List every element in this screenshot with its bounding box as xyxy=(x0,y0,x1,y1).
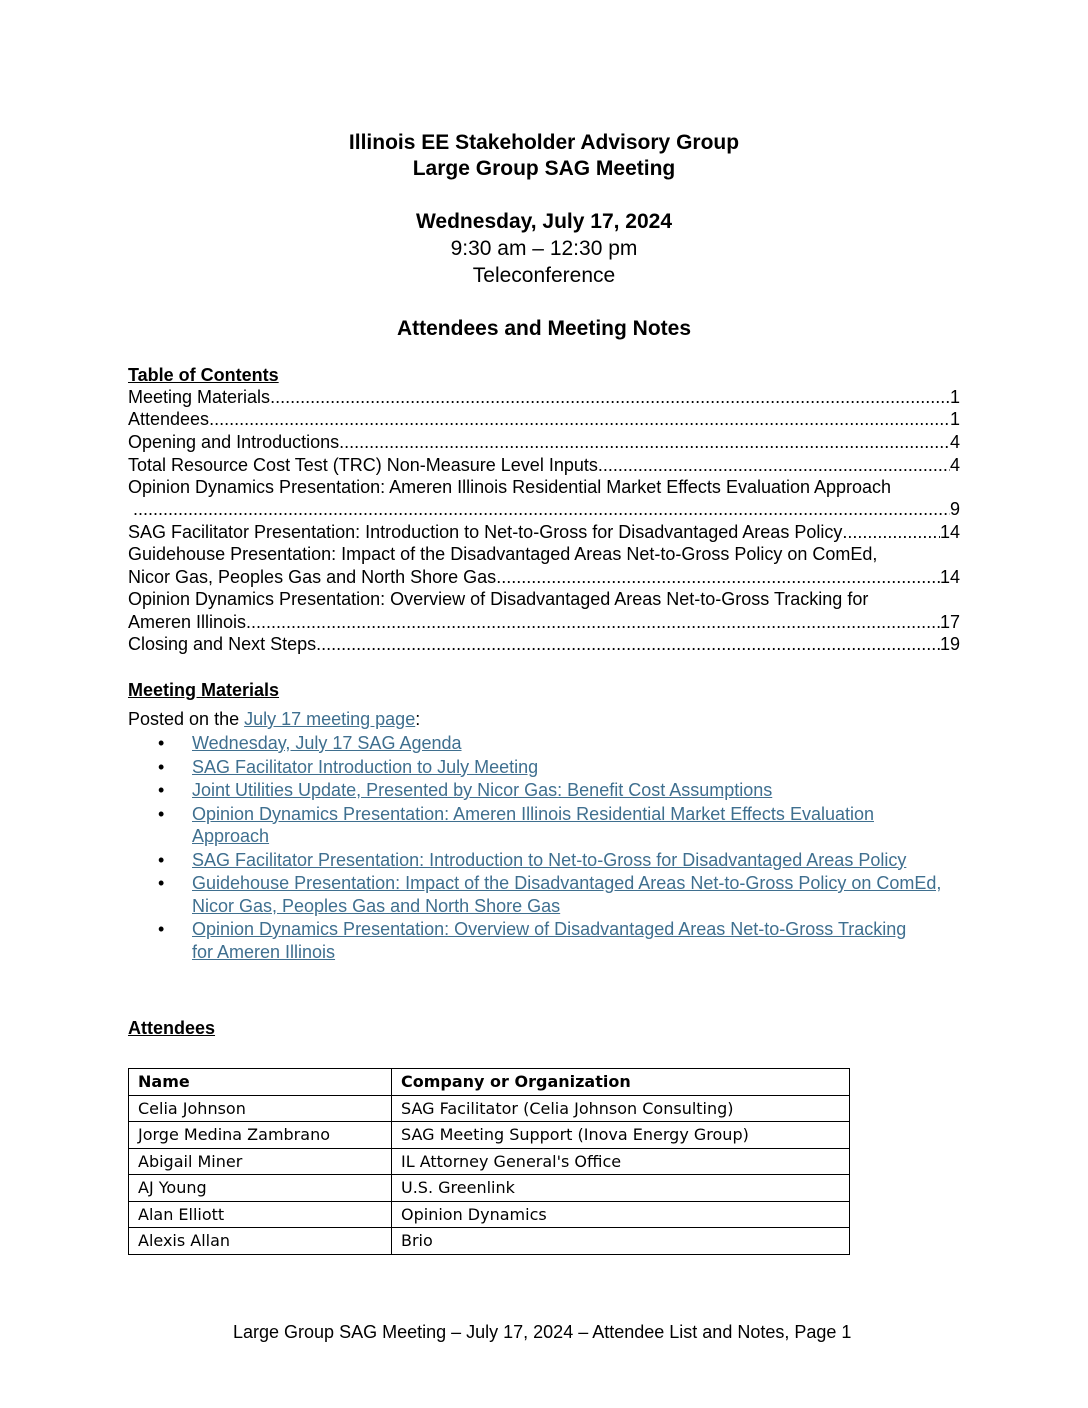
bullet-icon: • xyxy=(158,780,165,800)
attendee-name: Celia Johnson xyxy=(129,1095,392,1122)
list-item xyxy=(128,732,948,755)
attendee-name: Alan Elliott xyxy=(129,1201,392,1228)
table-row xyxy=(129,1228,850,1255)
posted-on-text: Posted on the July 17 meeting page: xyxy=(128,709,421,729)
document-subtitle: Large Group SAG Meeting xyxy=(412,157,676,180)
meeting-time: 9:30 am – 12:30 pm xyxy=(450,237,638,260)
meeting-date: Wednesday, July 17, 2024 xyxy=(415,210,673,233)
attendee-organization: IL Attorney General's Office xyxy=(392,1148,850,1175)
material-link-od-market-effects[interactable]: Opinion Dynamics Presentation: Ameren Illinois Residential Market Effects Evaluation Approach xyxy=(192,803,874,846)
materials-list xyxy=(128,732,948,964)
meeting-venue: Teleconference xyxy=(472,264,616,287)
bullet-icon: • xyxy=(158,733,165,753)
toc-page-number: 4 xyxy=(949,432,960,452)
toc-entry-label: SAG Facilitator Presentation: Introduction to Net-to-Gross for Disadvantaged Areas Policy xyxy=(128,522,843,542)
toc-page-number: 4 xyxy=(949,455,960,475)
attendee-name: Abigail Miner xyxy=(129,1148,392,1175)
material-link-facilitator-intro[interactable]: SAG Facilitator Introduction to July Meeting xyxy=(192,756,539,777)
column-header-name: Name xyxy=(129,1069,392,1096)
toc-entry-ntg-intro[interactable] xyxy=(128,521,960,543)
document-title: Illinois EE Stakeholder Advisory Group xyxy=(348,131,740,154)
list-item xyxy=(128,756,948,779)
toc-entry-ameren-market-effects[interactable] xyxy=(128,476,960,498)
toc-entry-meeting-materials[interactable] xyxy=(128,386,960,408)
toc-entry-trc[interactable] xyxy=(128,454,960,476)
list-item xyxy=(128,849,932,872)
toc-entry-ameren-market-effects-page[interactable] xyxy=(128,498,960,520)
list-item xyxy=(128,779,948,802)
toc-page-number: 14 xyxy=(939,567,960,587)
attendee-organization: SAG Meeting Support (Inova Energy Group) xyxy=(392,1122,850,1149)
toc-entry-label: Meeting Materials xyxy=(128,387,271,407)
material-link-guidehouse[interactable]: Guidehouse Presentation: Impact of the Disadvantaged Areas Net-to-Gross Policy on ComEd, Nicor Gas, Peoples Gas and North Shore Gas xyxy=(192,873,942,916)
list-item xyxy=(128,872,948,917)
toc-page-number: 17 xyxy=(939,612,960,632)
toc-page-number: 19 xyxy=(939,634,960,654)
column-header-organization: Company or Organization xyxy=(392,1069,850,1096)
attendee-name: Jorge Medina Zambrano xyxy=(129,1122,392,1149)
toc-heading: Table of Contents xyxy=(128,365,279,385)
notes-heading: Attendees and Meeting Notes xyxy=(396,317,692,340)
material-link-agenda[interactable]: Wednesday, July 17 SAG Agenda xyxy=(192,733,462,753)
table-row xyxy=(129,1148,850,1175)
material-link-ntg-intro[interactable]: SAG Facilitator Presentation: Introduction to Net-to-Gross for Disadvantaged Areas Policy xyxy=(192,849,907,870)
toc-page-number: 1 xyxy=(949,387,960,407)
table-row xyxy=(129,1201,850,1228)
meeting-page-link[interactable]: July 17 meeting page xyxy=(244,709,416,729)
attendee-name: AJ Young xyxy=(129,1175,392,1202)
bullet-icon: • xyxy=(158,756,165,777)
table-row xyxy=(129,1175,850,1202)
table-row xyxy=(129,1095,850,1122)
toc-entry-guidehouse-page[interactable] xyxy=(128,566,960,588)
toc-entry-label: Attendees xyxy=(128,409,210,429)
toc-entry-attendees[interactable] xyxy=(128,408,960,430)
bullet-icon: • xyxy=(158,849,165,870)
bullet-icon: • xyxy=(158,873,165,893)
toc-entry-opening[interactable] xyxy=(128,431,960,453)
toc-entry-od-tracking-page[interactable] xyxy=(128,611,960,633)
attendee-organization: Opinion Dynamics xyxy=(392,1201,850,1228)
toc-entry-label: Opinion Dynamics Presentation: Overview of Disadvantaged Areas Net-to-Gross Tracking for xyxy=(128,589,869,609)
attendee-organization: Brio xyxy=(392,1228,850,1255)
attendee-organization: SAG Facilitator (Celia Johnson Consulting) xyxy=(392,1095,850,1122)
toc-entry-label: Guidehouse Presentation: Impact of the Disadvantaged Areas Net-to-Gross Policy on ComEd, xyxy=(128,544,878,564)
toc-entry-label: Opening and Introductions xyxy=(128,432,340,452)
attendee-organization: U.S. Greenlink xyxy=(392,1175,850,1202)
toc-page-number: 9 xyxy=(949,499,960,519)
material-link-joint-utilities[interactable]: Joint Utilities Update, Presented by Nicor Gas: Benefit Cost Assumptions xyxy=(192,780,773,800)
toc-entry-closing[interactable] xyxy=(128,633,960,655)
bullet-icon: • xyxy=(158,803,165,824)
toc-entry-label: Closing and Next Steps xyxy=(128,634,317,654)
bullet-icon: • xyxy=(158,919,165,939)
page-footer: Large Group SAG Meeting – July 17, 2024 – Attendee List and Notes, Page 1 xyxy=(233,1322,852,1342)
list-item xyxy=(128,803,948,848)
toc-entry-label: Opinion Dynamics Presentation: Ameren Illinois Residential Market Effects Evaluation Approach xyxy=(128,477,892,497)
toc-entry-label: Ameren Illinois xyxy=(128,612,247,632)
toc-entry-label: Nicor Gas, Peoples Gas and North Shore Gas xyxy=(128,567,497,587)
toc-entry-label: Total Resource Cost Test (TRC) Non-Measure Level Inputs xyxy=(128,455,598,475)
list-item xyxy=(128,918,908,963)
meeting-materials-heading: Meeting Materials xyxy=(128,680,280,700)
toc-entry-guidehouse[interactable] xyxy=(128,543,960,565)
material-link-od-tracking[interactable]: Opinion Dynamics Presentation: Overview of Disadvantaged Areas Net-to-Gross Tracking for Ameren Illinois xyxy=(192,919,907,962)
toc-page-number: 1 xyxy=(949,409,960,429)
toc-page-number: 14 xyxy=(939,522,960,542)
attendees-heading: Attendees xyxy=(128,1018,216,1038)
table-header-row xyxy=(129,1069,850,1096)
attendees-table xyxy=(128,1068,850,1255)
attendee-name: Alexis Allan xyxy=(129,1228,392,1255)
table-row xyxy=(129,1122,850,1149)
toc-entry-od-tracking[interactable] xyxy=(128,588,960,610)
